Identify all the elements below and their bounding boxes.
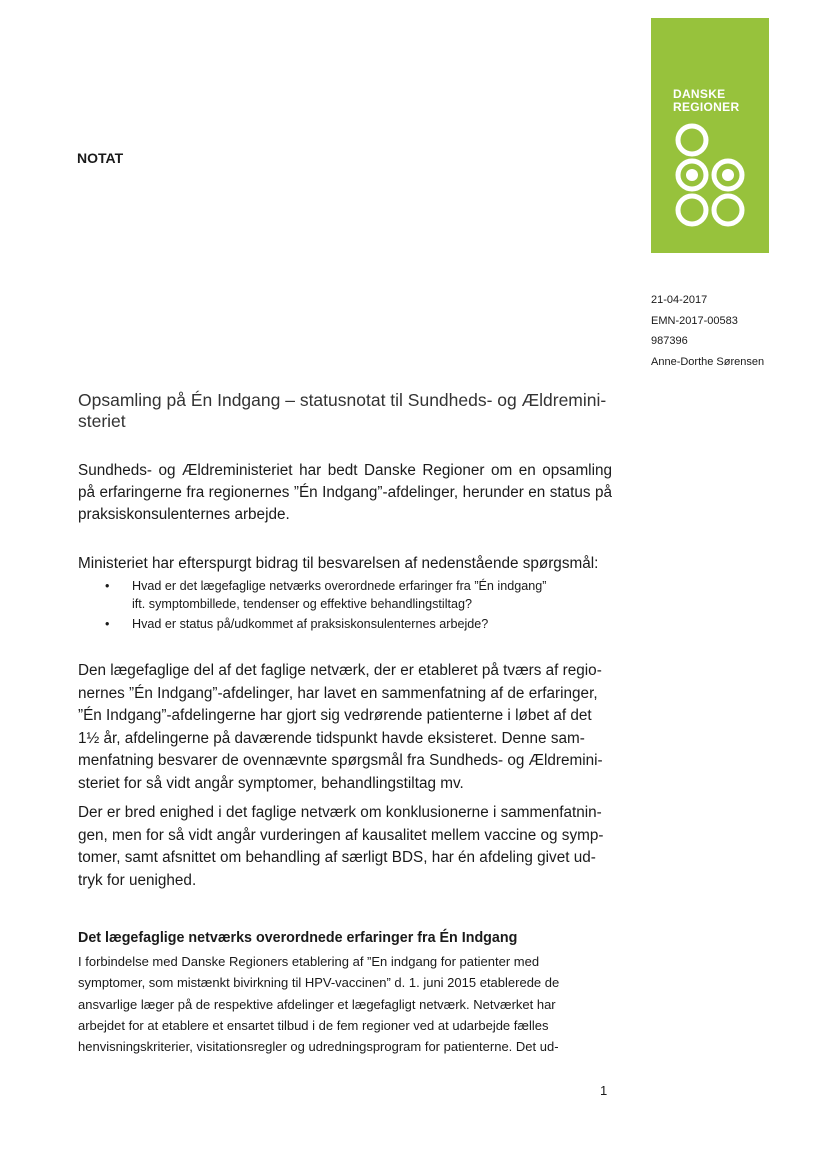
document-type-label: NOTAT — [77, 150, 124, 166]
danske-regioner-logo — [651, 18, 769, 253]
logo-line-2: REGIONER — [673, 100, 740, 114]
section-line: ansvarlige læger på de respektive afdelinger et lægefagligt netværk. Netværket har — [78, 996, 556, 1012]
paragraph-line: tryk for uenighed. — [78, 871, 197, 889]
section-line: arbejdet for at etablere et ensartet tilbud i de fem regioner ved at udarbejde fælles — [78, 1017, 549, 1033]
document-meta — [651, 290, 764, 372]
questions-intro: Ministeriet har efterspurgt bidrag til besvarelsen af nedenstående spørgsmål: — [78, 555, 599, 572]
paragraph-line: ”Én Indgang”-afdelingerne har gjort sig vedrørende patienterne i løbet af det — [78, 707, 592, 724]
paragraph-line: menfatning besvarer de ovennævnte spørgsmål fra Sundheds- og Ældremini- — [78, 752, 603, 769]
paragraph-line: Den lægefaglige del af det faglige netværk, der er etableret på tværs af regio- — [78, 662, 602, 679]
section-line: symptomer, som mistænkt bivirkning til HPV-vaccinen” d. 1. juni 2015 etablerede de — [78, 975, 560, 991]
paragraph-line: 1½ år, afdelingerne på daværende tidspunkt havde eksisteret. Denne sam- — [78, 729, 585, 747]
lead-paragraph: Sundheds- og Ældreministeriet har bedt Danske Regioner om en opsamling på erfaringerne fra regionernes ”Én Indgang”-afdelinger, herunder en status på praksiskonsulenternes arbejde. — [78, 462, 612, 523]
body-paragraph-2 — [78, 802, 604, 892]
logo-circles-icon — [651, 18, 769, 253]
section-line: henvisningskriterier, visitationsregler og udredningsprogram for patienterne. Det ud- — [78, 1039, 559, 1055]
page-number: 1 — [600, 1083, 608, 1098]
list-item — [78, 577, 618, 613]
paragraph-line: steriet for så vidt angår symptomer, behandlingstiltag mv. — [78, 774, 464, 792]
title-line-1: Opsamling på Én Indgang – statusnotat til Sundheds- og Ældremini- — [78, 390, 607, 410]
section-line: I forbindelse med Danske Regioners etablering af ”En indgang for patienter med — [78, 954, 540, 969]
section-body — [78, 951, 608, 1057]
paragraph-line: tomer, samt afsnittet om behandling af særligt BDS, har én afdeling givet ud- — [78, 849, 596, 866]
meta-date: 21-04-2017 — [651, 294, 708, 306]
list-item — [78, 615, 618, 633]
paragraph-line: Der er bred enighed i det faglige netværk om konklusionerne i sammenfatnin- — [78, 804, 602, 821]
bullet-icon: • — [105, 579, 110, 593]
questions-list — [78, 577, 618, 635]
logo-line-1: DANSKE — [673, 87, 726, 101]
meta-case-number: EMN-2017-00583 — [651, 314, 738, 327]
title-line-2: steriet — [78, 411, 126, 431]
paragraph-line: gen, men for så vidt angår vurderingen af kausalitet mellem vaccine og symp- — [78, 826, 604, 844]
paragraph-line: nernes ”Én Indgang”-afdelinger, har lavet en sammenfatning af de erfaringer, — [78, 684, 598, 702]
body-paragraph-1 — [78, 660, 604, 795]
bullet-icon: • — [105, 617, 110, 631]
section-heading: Det lægefaglige netværks overordnede erfaringer fra Én Indgang — [78, 930, 518, 946]
document-title — [78, 390, 618, 432]
meta-document-number: 987396 — [651, 335, 688, 347]
question-1-line-2: ift. symptombillede, tendenser og effektive behandlingstiltag? — [132, 597, 473, 611]
question-1-line-1: Hvad er det lægefaglige netværks overordnede erfaringer fra ”Én indgang” — [132, 579, 547, 593]
meta-author: Anne-Dorthe Sørensen — [651, 355, 765, 368]
question-2-line-1: Hvad er status på/udkommet af praksiskonsulenternes arbejde? — [132, 617, 489, 631]
